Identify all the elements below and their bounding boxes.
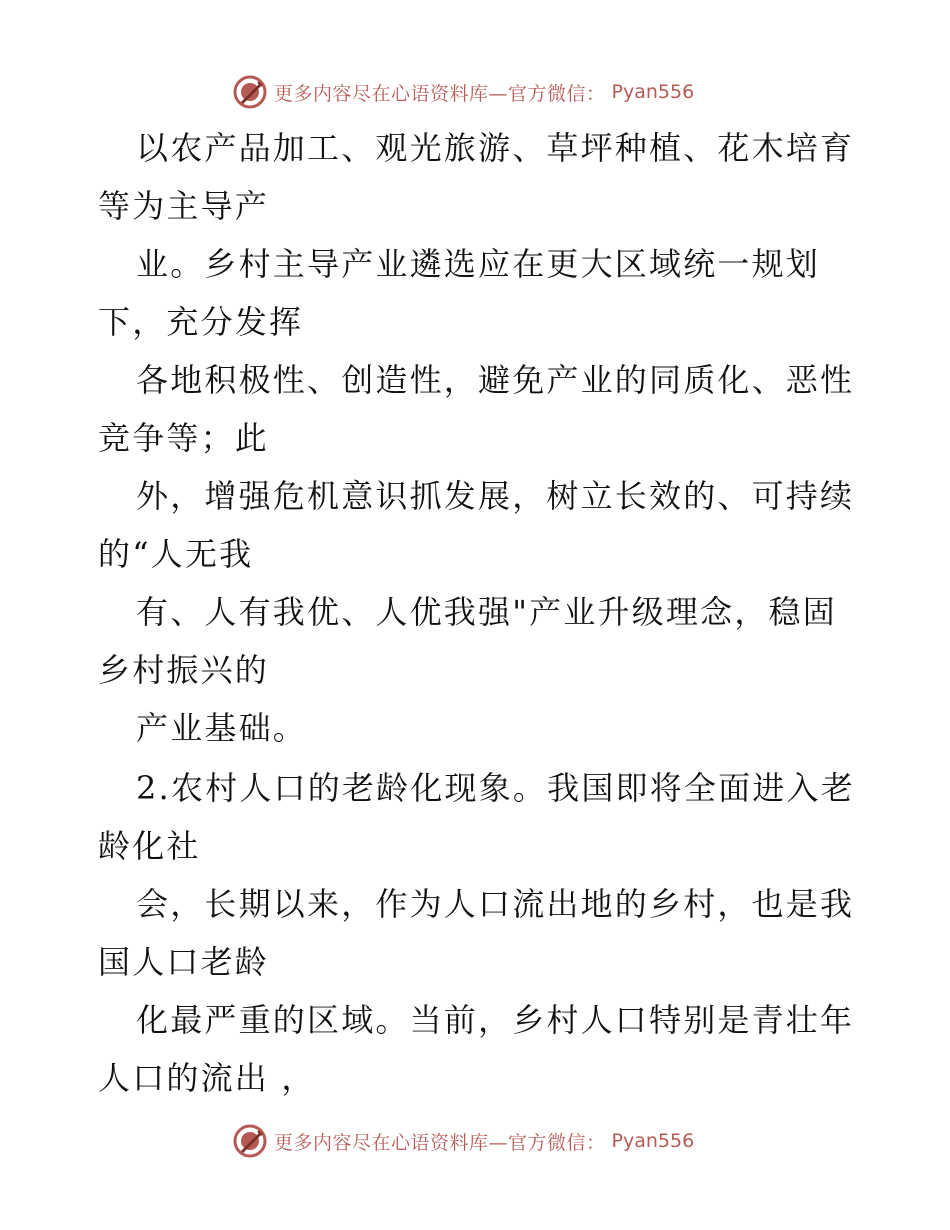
paragraph-line: 乡村振兴的 xyxy=(98,651,270,689)
paragraph-line: 2.农村人口的老龄化现象。我国即将全面进入老 xyxy=(136,769,855,807)
paragraph-line: 产业基础。 xyxy=(136,709,308,747)
paragraph-line: 以农产品加工、观光旅游、草坪种植、花木培育 xyxy=(136,129,855,167)
paragraph-line: 化最严重的区域。当前，乡村人口特别是青壮年 xyxy=(136,1001,855,1039)
footer-banner xyxy=(232,1121,694,1161)
paragraph-line: 国人口老龄 xyxy=(98,943,270,981)
paragraph-line: 等为主导产 xyxy=(98,187,270,225)
footer-banner-text: 更多内容尽在心语资料库—官方微信： xyxy=(274,1131,606,1154)
paragraph-line: 各地积极性、创造性，避免产业的同质化、恶性 xyxy=(136,361,855,399)
header-banner-handle: Pyan556 xyxy=(611,81,695,103)
header-banner-text: 更多内容尽在心语资料库—官方微信： xyxy=(274,82,606,105)
paragraph-line: 外，增强危机意识抓发展，树立长效的、可持续 xyxy=(136,477,855,515)
paragraph-line: 下，充分发挥 xyxy=(98,303,304,341)
paragraph-line: 的“人无我 xyxy=(98,535,254,573)
paragraph-line: 业。乡村主导产业遴选应在更大区域统一规划 xyxy=(136,245,821,283)
paragraph-line: 龄化社 xyxy=(98,827,201,865)
paragraph-line: 人口的流出 ， xyxy=(98,1059,316,1097)
red-circle-pen-logo-icon xyxy=(232,1123,268,1159)
paragraph-line: 有、人有我优、人优我强"产业升级理念，稳固 xyxy=(136,593,837,631)
paragraph-line: 竞争等；此 xyxy=(98,419,270,457)
paragraph-line: 会，长期以来，作为人口流出地的乡村，也是我 xyxy=(136,885,855,923)
footer-banner-handle: Pyan556 xyxy=(611,1130,695,1152)
